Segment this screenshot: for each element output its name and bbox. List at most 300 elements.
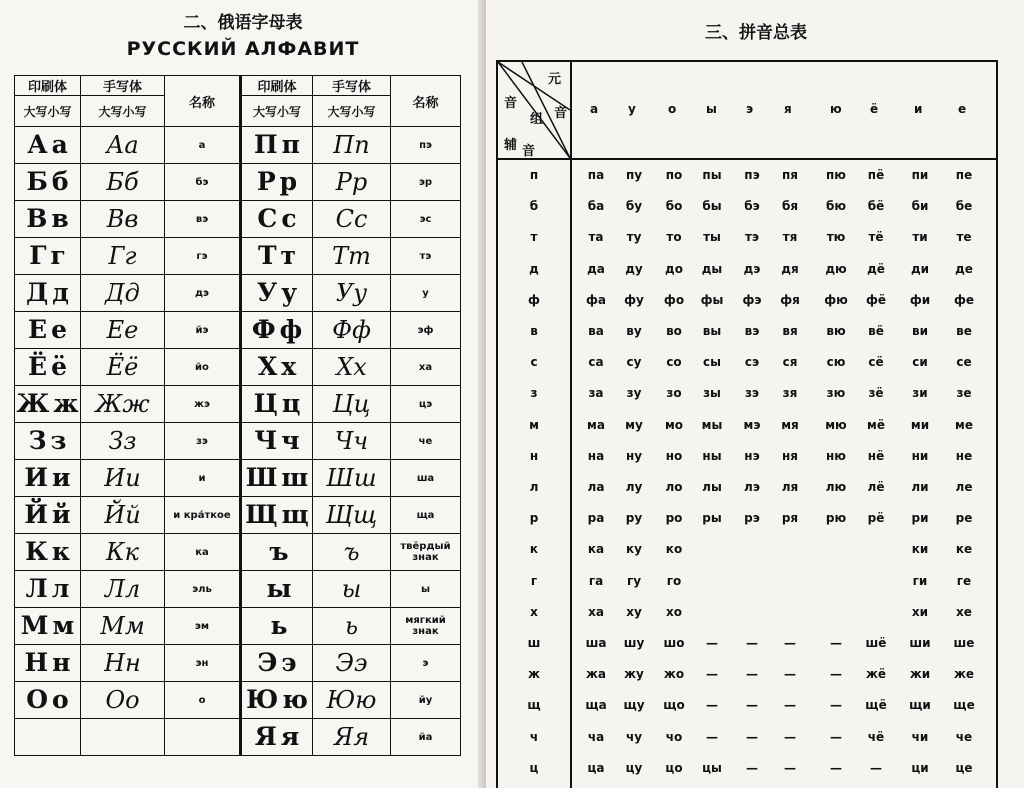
syllable-cell: фё xyxy=(865,292,887,307)
alphabet-row xyxy=(15,497,461,534)
handwritten-letter: Хх xyxy=(313,349,391,386)
syllable-cell: су xyxy=(626,355,642,370)
syllable-cell: вя xyxy=(782,324,798,338)
printed-letter-cell xyxy=(241,534,313,571)
alphabet-row xyxy=(15,608,461,645)
printed-letter-cell xyxy=(15,349,81,386)
printed-upper: Щ xyxy=(245,500,278,529)
syllable-cell: по xyxy=(665,168,683,182)
letter-name: йа xyxy=(391,719,461,756)
syllable-cell: — xyxy=(784,636,796,650)
syllable-cell: то xyxy=(666,230,682,245)
syllable-cell: щё xyxy=(865,698,887,713)
printed-upper: Ф xyxy=(251,315,276,344)
syllable-cell: — xyxy=(870,760,882,775)
syllable-cell: пи xyxy=(911,168,929,182)
printed-upper: Э xyxy=(257,648,278,677)
syllable-cell: ля xyxy=(781,480,799,494)
syllable-cell: — xyxy=(830,636,842,650)
syllable-row xyxy=(572,386,996,406)
syllable-cell: ру xyxy=(625,511,643,526)
letter-name: эн xyxy=(165,645,241,682)
alphabet-row xyxy=(15,719,461,756)
syllable-grid xyxy=(572,160,996,788)
syllable-cell: фи xyxy=(909,292,931,307)
printed-upper: У xyxy=(256,278,278,307)
vowel-header: а xyxy=(590,102,599,116)
printed-lower: ё xyxy=(51,352,67,381)
printed-lower: п xyxy=(281,130,300,159)
alphabet-row xyxy=(15,423,461,460)
printed-letter-cell xyxy=(15,201,81,238)
syllable-row xyxy=(572,480,996,500)
handwritten-letter: Юю xyxy=(313,682,391,719)
syllable-cell: ды xyxy=(701,261,723,276)
syllable-row xyxy=(572,230,996,250)
syllable-cell: тэ xyxy=(744,230,760,245)
printed-letter-cell xyxy=(15,719,81,756)
letter-name: тэ xyxy=(391,238,461,275)
syllable-cell: ты xyxy=(703,230,721,245)
alphabet-row xyxy=(15,275,461,312)
vowel-header: и xyxy=(914,102,923,116)
printed-letter-cell xyxy=(241,460,313,497)
printed-upper: Д xyxy=(26,278,49,307)
printed-lower: л xyxy=(51,574,70,603)
printed-letter-cell xyxy=(15,460,81,497)
letter-name: зэ xyxy=(165,423,241,460)
letter-name: ха xyxy=(391,349,461,386)
syllable-cell: го xyxy=(666,573,682,588)
syllable-cell: ка xyxy=(587,542,605,557)
syllable-cell: ся xyxy=(782,355,798,370)
letter-name: вэ xyxy=(165,201,241,238)
syllable-cell: се xyxy=(956,355,972,370)
printed-lower: к xyxy=(51,537,70,566)
syllable-cell: ме xyxy=(955,417,973,432)
letter-name: ща xyxy=(391,497,461,534)
printed-letter-cell xyxy=(15,645,81,682)
vowel-header: е xyxy=(958,102,967,116)
syllable-cell: ни xyxy=(911,448,929,463)
handwritten-letter: Вв xyxy=(81,201,165,238)
vowel-header: у xyxy=(628,102,636,116)
syllable-row xyxy=(572,730,996,750)
handwritten-letter: Бб xyxy=(81,164,165,201)
consonant-header: м xyxy=(529,417,539,432)
name-header-2: 名称 xyxy=(391,76,461,127)
syllable-cell: мэ xyxy=(743,417,761,432)
syllable-row xyxy=(572,262,996,282)
syllable-cell: бю xyxy=(825,199,847,214)
printed-upper: Н xyxy=(24,648,49,677)
syllable-table xyxy=(496,60,998,788)
syllable-cell: рё xyxy=(867,511,885,526)
letter-name: йэ xyxy=(165,312,241,349)
printed-upper: Л xyxy=(25,574,48,603)
handwritten-letter: Оо xyxy=(81,682,165,719)
syllable-row xyxy=(572,574,996,594)
syllable-cell: са xyxy=(588,355,604,370)
letter-name: эр xyxy=(391,164,461,201)
syllable-cell: мю xyxy=(825,417,847,432)
printed-header: 印刷体 xyxy=(15,76,81,96)
letter-name: цэ xyxy=(391,386,461,423)
syllable-cell: фы xyxy=(700,292,724,307)
printed-upper: О xyxy=(26,685,49,714)
syllable-cell: не xyxy=(955,448,973,463)
printed-letter-cell xyxy=(241,201,313,238)
handwritten-letter: Уу xyxy=(313,275,391,312)
printed-letter-cell xyxy=(15,238,81,275)
syllable-cell: хи xyxy=(911,604,929,619)
consonant-header: н xyxy=(529,448,539,463)
syllable-cell: лю xyxy=(825,480,847,494)
handwritten-letter: Лл xyxy=(81,571,165,608)
syllable-cell: му xyxy=(625,417,643,432)
syllable-cell: ше xyxy=(953,636,975,650)
syllable-cell: зю xyxy=(826,386,846,401)
syllable-cell: ще xyxy=(953,698,975,713)
syllable-cell: ху xyxy=(626,604,642,619)
printed-upper: К xyxy=(25,537,48,566)
printed-letter-cell xyxy=(15,497,81,534)
syllable-cell: ге xyxy=(956,573,972,588)
printed-upper: Ж xyxy=(16,389,50,418)
letter-name: и xyxy=(165,460,241,497)
letter-name: мягкий знак xyxy=(391,608,461,645)
printed-lower: н xyxy=(52,648,71,677)
syllable-cell: ци xyxy=(911,760,929,775)
syllable-cell: — xyxy=(784,667,796,682)
printed-upper: С xyxy=(257,204,278,233)
syllable-row xyxy=(572,355,996,375)
letter-name: а xyxy=(165,127,241,164)
printed-lower: р xyxy=(279,167,298,196)
consonant-column xyxy=(498,160,572,788)
handwritten-letter: Кк xyxy=(81,534,165,571)
syllable-cell: фе xyxy=(953,292,975,307)
handwritten-letter: Зз xyxy=(81,423,165,460)
syllable-cell: со xyxy=(666,355,682,370)
letter-name: о xyxy=(165,682,241,719)
printed-upper: Р xyxy=(256,167,276,196)
syllable-cell: ня xyxy=(782,448,798,463)
handwritten-letter: Сс xyxy=(313,201,391,238)
syllable-cell: же xyxy=(953,667,975,682)
syllable-cell: жё xyxy=(865,667,887,682)
syllable-cell: ре xyxy=(955,511,973,526)
syllable-cell: бу xyxy=(625,199,643,214)
syllable-cell: зя xyxy=(782,386,798,401)
printed-lower: с xyxy=(281,204,297,233)
syllable-cell: зи xyxy=(912,386,928,401)
upper-lower-header-2: 大写小写 xyxy=(241,96,313,127)
printed-upper: Х xyxy=(257,352,278,381)
syllable-cell: ле xyxy=(955,480,973,494)
syllable-cell: бы xyxy=(702,199,722,214)
printed-letter-cell xyxy=(241,571,313,608)
letter-name: эф xyxy=(391,312,461,349)
syllable-cell: фо xyxy=(663,292,685,307)
syllable-row xyxy=(572,636,996,656)
left-page xyxy=(0,0,486,788)
syllable-cell: вю xyxy=(826,324,846,338)
syllable-cell: — xyxy=(746,729,758,744)
alphabet-row xyxy=(15,349,461,386)
handwritten-letter: Тт xyxy=(313,238,391,275)
syllable-cell: мы xyxy=(701,417,723,432)
syllable-cell: на xyxy=(587,448,605,463)
syllable-cell: би xyxy=(911,199,929,214)
letter-name: э xyxy=(391,645,461,682)
syllable-cell: — xyxy=(746,667,758,682)
consonant-header: ш xyxy=(527,636,541,650)
name-header: 名称 xyxy=(165,76,241,127)
syllable-cell: ла xyxy=(587,480,605,494)
handwritten-letter xyxy=(81,719,165,756)
syllable-section-title: 三、拼音总表 xyxy=(705,23,807,43)
printed-lower: я xyxy=(280,722,300,751)
alphabet-row xyxy=(15,238,461,275)
handwritten-letter: Шш xyxy=(313,460,391,497)
handwritten-letter: Ээ xyxy=(313,645,391,682)
letter-name: у xyxy=(391,275,461,312)
syllable-cell: ма xyxy=(587,417,605,432)
consonant-header: д xyxy=(529,261,539,276)
syllable-cell: чо xyxy=(665,729,683,744)
syllable-cell: лэ xyxy=(744,480,760,494)
letter-name: йо xyxy=(165,349,241,386)
syllable-cell: ца xyxy=(587,760,605,775)
printed-lower: м xyxy=(52,611,75,640)
vowel-header: э xyxy=(746,102,754,116)
syllable-cell: пы xyxy=(702,168,722,182)
syllable-row xyxy=(572,511,996,531)
letter-name: ы xyxy=(391,571,461,608)
syllable-cell: те xyxy=(956,230,972,245)
printed-lower: б xyxy=(51,167,69,196)
printed-letter-cell xyxy=(15,127,81,164)
syllable-cell: ва xyxy=(588,324,604,338)
printed-lower: щ xyxy=(281,500,309,529)
syllable-cell: ке xyxy=(955,542,973,557)
printed-upper: П xyxy=(254,130,278,159)
syllable-cell: тё xyxy=(868,230,884,245)
printed-lower: и xyxy=(52,463,71,492)
syllable-cell: ту xyxy=(626,230,642,245)
syllable-cell: ро xyxy=(665,511,683,526)
printed-upper: Ё xyxy=(28,352,48,381)
printed-letter-cell xyxy=(15,608,81,645)
syllable-cell: чи xyxy=(911,729,929,744)
vowel-header: я xyxy=(784,102,792,116)
vowel-header: ё xyxy=(870,102,879,116)
printed-letter-cell xyxy=(241,682,313,719)
printed-letter-cell xyxy=(15,423,81,460)
syllable-cell: що xyxy=(663,698,685,713)
syllable-cell: фэ xyxy=(742,292,762,307)
handwritten-header-2: 手写体 xyxy=(313,76,391,96)
syllable-cell: бя xyxy=(781,199,799,214)
letter-name: че xyxy=(391,423,461,460)
handwritten-letter: ь xyxy=(313,608,391,645)
syllable-cell: зо xyxy=(666,386,682,401)
alphabet-row xyxy=(15,386,461,423)
alphabet-row xyxy=(15,201,461,238)
syllable-cell: вэ xyxy=(744,324,760,338)
syllable-row xyxy=(572,698,996,718)
syllable-row xyxy=(572,761,996,781)
corner-sound1: 音 xyxy=(554,106,568,121)
syllable-cell: — xyxy=(706,729,718,744)
letter-name xyxy=(165,719,241,756)
printed-lower: г xyxy=(50,241,66,270)
syllable-row xyxy=(572,542,996,562)
printed-letter-cell xyxy=(241,275,313,312)
syllable-cell: пю xyxy=(826,168,846,182)
handwritten-letter: Пп xyxy=(313,127,391,164)
consonant-header: с xyxy=(530,355,538,370)
alphabet-subtitle: РУССКИЙ АЛФАВИТ xyxy=(126,38,360,60)
syllable-cell: бэ xyxy=(744,199,760,214)
handwritten-letter: Яя xyxy=(313,719,391,756)
corner-combo: 组 xyxy=(530,112,544,127)
syllable-cell: дю xyxy=(825,261,847,276)
consonant-header: п xyxy=(529,168,539,182)
syllable-cell: пе xyxy=(955,168,973,182)
printed-upper: М xyxy=(20,611,49,640)
syllable-cell: — xyxy=(784,729,796,744)
printed-letter-cell xyxy=(241,608,313,645)
handwritten-letter: Дд xyxy=(81,275,165,312)
printed-upper: Б xyxy=(26,167,48,196)
handwritten-letter: Гг xyxy=(81,238,165,275)
syllable-cell: — xyxy=(706,667,718,682)
syllable-cell: шо xyxy=(663,636,685,650)
printed-letter-cell xyxy=(15,386,81,423)
printed-lower: з xyxy=(50,426,67,455)
syllable-cell: чу xyxy=(625,729,643,744)
letter-name: дэ xyxy=(165,275,241,312)
syllable-cell: — xyxy=(784,698,796,713)
consonant-header: т xyxy=(530,230,538,245)
letter-name: ка xyxy=(165,534,241,571)
syllable-cell: ны xyxy=(702,448,722,463)
syllable-cell: шу xyxy=(623,636,645,650)
alphabet-row xyxy=(15,534,461,571)
printed-lower: ы xyxy=(266,574,292,603)
syllable-cell: пу xyxy=(625,168,643,182)
syllable-cell: дэ xyxy=(743,261,761,276)
syllable-cell: ча xyxy=(587,729,605,744)
printed-letter-cell xyxy=(241,164,313,201)
consonant-header: г xyxy=(530,573,538,588)
printed-upper: Ш xyxy=(245,463,278,492)
printed-upper: Е xyxy=(28,315,48,344)
letter-name: пэ xyxy=(391,127,461,164)
syllable-cell: во xyxy=(666,324,682,338)
syllable-cell: — xyxy=(784,760,796,775)
syllable-cell: ша xyxy=(585,636,607,650)
syllable-cell: бо xyxy=(665,199,683,214)
syllable-cell: тя xyxy=(782,230,798,245)
printed-lower: д xyxy=(52,278,69,307)
syllable-cell: пя xyxy=(782,168,798,182)
printed-upper: Я xyxy=(254,722,277,751)
syllable-cell: си xyxy=(912,355,928,370)
handwritten-letter: Ии xyxy=(81,460,165,497)
syllable-cell: бё xyxy=(867,199,885,214)
printed-lower: й xyxy=(52,500,71,529)
syllable-cell: ко xyxy=(665,542,683,557)
alphabet-row xyxy=(15,460,461,497)
letter-name: эс xyxy=(391,201,461,238)
syllable-cell: ло xyxy=(665,480,683,494)
syllable-row xyxy=(572,324,996,344)
syllable-cell: — xyxy=(746,760,758,775)
printed-lower: ц xyxy=(281,389,301,418)
syllable-cell: ну xyxy=(625,448,643,463)
syllable-row xyxy=(572,199,996,219)
printed-lower: е xyxy=(51,315,67,344)
printed-lower: у xyxy=(281,278,298,307)
syllable-cell: ли xyxy=(911,480,929,494)
syllable-cell: ве xyxy=(956,324,972,338)
syllable-cell: пэ xyxy=(744,168,760,182)
handwritten-letter: Рр xyxy=(313,164,391,201)
syllable-cell: до xyxy=(665,261,683,276)
consonant-header: з xyxy=(530,386,538,401)
handwritten-letter: Йй xyxy=(81,497,165,534)
handwritten-letter: Ее xyxy=(81,312,165,349)
upper-lower-header: 大写小写 xyxy=(15,96,81,127)
syllable-cell: жо xyxy=(663,667,685,682)
syllable-cell: це xyxy=(955,760,973,775)
handwritten-letter: Жж xyxy=(81,386,165,423)
table-corner-header xyxy=(498,62,572,160)
syllable-cell: ки xyxy=(911,542,929,557)
syllable-cell: дё xyxy=(867,261,885,276)
printed-lower: ш xyxy=(281,463,309,492)
corner-vowel: 元 xyxy=(548,72,562,87)
syllable-cell: фу xyxy=(624,292,644,307)
printed-letter-cell xyxy=(241,645,313,682)
consonant-header: к xyxy=(529,542,539,557)
printed-upper: Ю xyxy=(246,685,279,714)
printed-letter-cell xyxy=(241,238,313,275)
syllable-cell: — xyxy=(746,636,758,650)
syllable-cell: мё xyxy=(867,417,885,432)
syllable-cell: шё xyxy=(865,636,887,650)
printed-upper: Ц xyxy=(253,389,278,418)
syllable-cell: — xyxy=(706,636,718,650)
alphabet-row xyxy=(15,682,461,719)
printed-upper: А xyxy=(27,130,48,159)
upper-lower-hw-header-2: 大写小写 xyxy=(313,96,391,127)
consonant-header: л xyxy=(529,480,539,494)
printed-upper: З xyxy=(28,426,47,455)
syllable-cell: рю xyxy=(825,511,847,526)
syllable-cell: ти xyxy=(912,230,928,245)
syllable-cell: хе xyxy=(956,604,972,619)
printed-header-2: 印刷体 xyxy=(241,76,313,96)
syllable-cell: ра xyxy=(587,511,605,526)
printed-lower: ч xyxy=(281,426,300,455)
syllable-cell: ри xyxy=(911,511,929,526)
consonant-header: ц xyxy=(529,760,539,775)
syllable-cell: мо xyxy=(664,417,684,432)
